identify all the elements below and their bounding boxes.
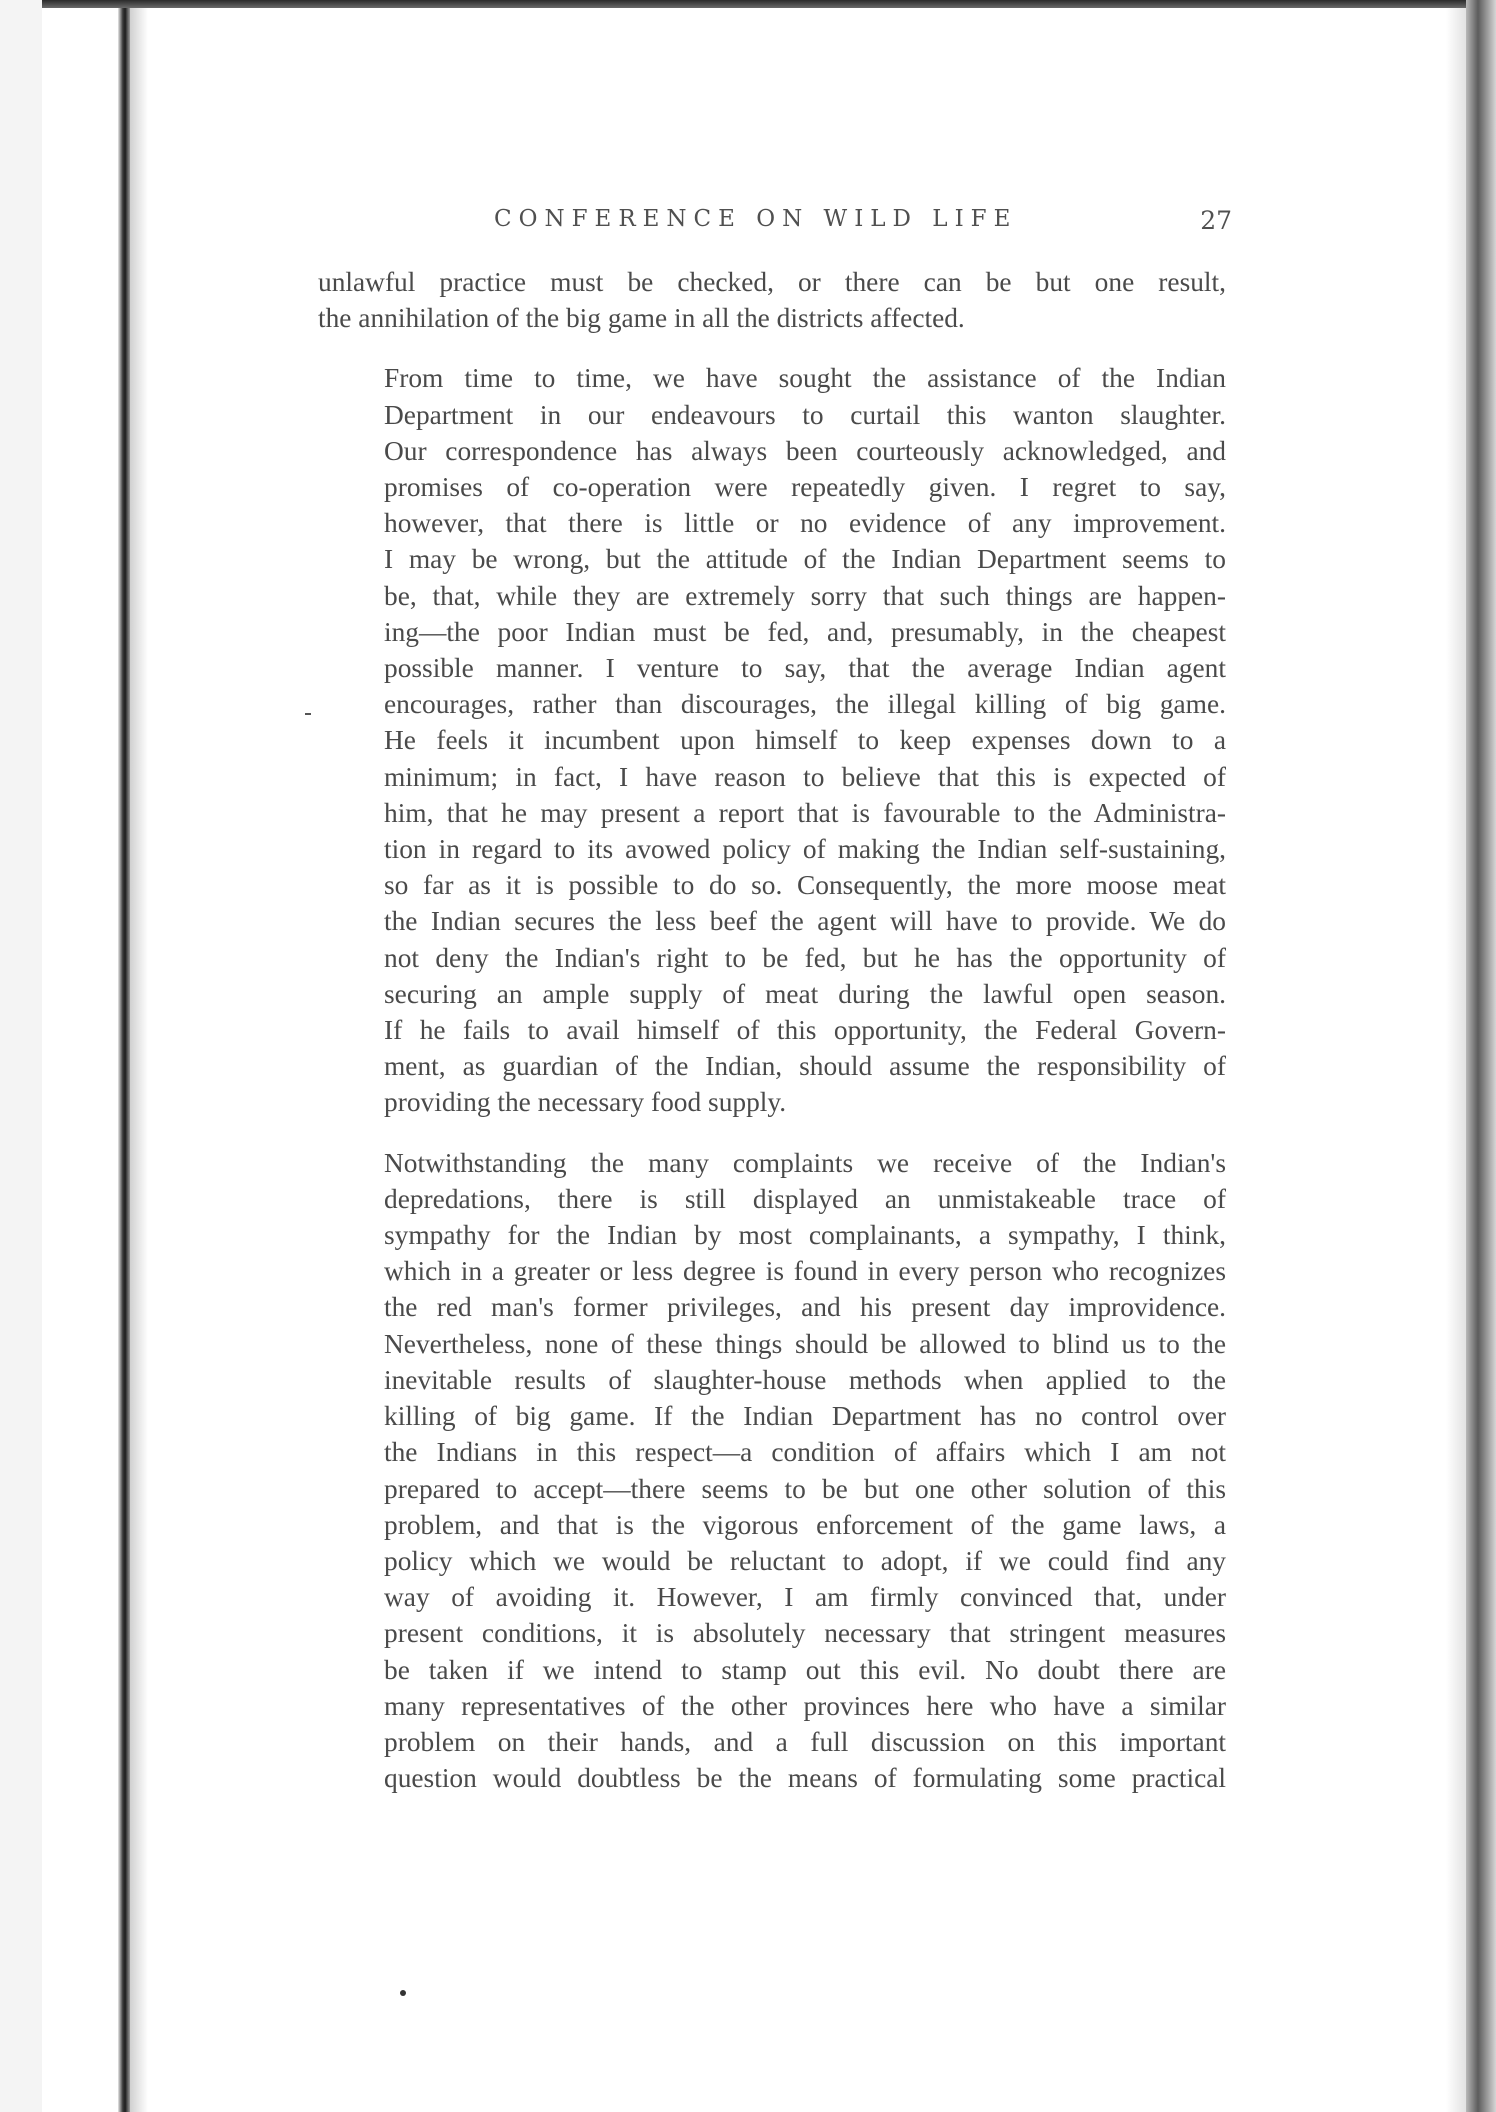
text-line: ing—the poor Indian must be fed, and, presumably, in the cheapest	[384, 616, 1226, 647]
text-line: unlawful practice must be checked, or there can be but one result,	[318, 267, 1226, 297]
text-line: the Indians in this respect—a condition of affairs which I am not	[384, 1437, 1226, 1468]
text-line: policy which we would be reluctant to adopt, if we could find any	[384, 1545, 1226, 1576]
text-line: possible manner. I venture to say, that the average Indian agent	[384, 653, 1226, 684]
page-edge-shadow	[1446, 8, 1466, 2112]
text-line: tion in regard to its avowed policy of making the Indian self-sustaining,	[384, 834, 1226, 865]
text-line: problem on their hands, and a full discussion on this important	[384, 1726, 1226, 1757]
page-number: 27	[1200, 206, 1232, 235]
text-line: He feels it incumbent upon himself to keep expenses down to a	[384, 725, 1226, 756]
text-line: question would doubtless be the means of formulating some practical	[384, 1763, 1226, 1794]
scan-speck	[400, 1990, 406, 1996]
running-title: CONFERENCE ON WILD LIFE	[494, 206, 1018, 232]
text-line: way of avoiding it. However, I am firmly convinced that, under	[384, 1582, 1226, 1613]
text-line: Our correspondence has always been courteously acknowledged, and	[384, 435, 1226, 466]
text-line: If he fails to avail himself of this opportunity, the Federal Govern-	[384, 1015, 1226, 1046]
text-line: problem, and that is the vigorous enforcement of the game laws, a	[384, 1509, 1226, 1540]
text-line: Nevertheless, none of these things should be allowed to blind us to the	[384, 1328, 1226, 1359]
scan-left-margin	[0, 0, 42, 2112]
text-line: Department in our endeavours to curtail this wanton slaughter.	[384, 399, 1226, 430]
text-line: be, that, while they are extremely sorry that such things are happen-	[384, 580, 1226, 611]
text-line: promises of co-operation were repeatedly given. I regret to say,	[384, 472, 1226, 503]
text-line: killing of big game. If the Indian Department has no control over	[384, 1401, 1226, 1432]
running-head	[318, 206, 1232, 246]
text-line: so far as it is possible to do so. Consequently, the more moose meat	[384, 870, 1226, 901]
text-line: many representatives of the other provinces here who have a similar	[384, 1690, 1226, 1721]
text-line: Notwithstanding the many complaints we receive of the Indian's	[384, 1147, 1226, 1178]
text-line: securing an ample supply of meat during the lawful open season.	[384, 978, 1226, 1009]
paragraph-3	[318, 1145, 1226, 1797]
text-line: however, that there is little or no evidence of any improvement.	[384, 508, 1226, 539]
text-line: sympathy for the Indian by most complainants, a sympathy, I think,	[384, 1220, 1226, 1251]
text-line: not deny the Indian's right to be fed, but he has the opportunity of	[384, 942, 1226, 973]
text-line: ment, as guardian of the Indian, should assume the responsibility of	[384, 1051, 1226, 1082]
text-line: which in a greater or less degree is found in every person who recognizes	[384, 1256, 1226, 1287]
text-line: the Indian secures the less beef the agent will have to provide. We do	[384, 906, 1226, 937]
text-line: present conditions, it is absolutely necessary that stringent measures	[384, 1618, 1226, 1649]
text-line: providing the necessary food supply.	[384, 1087, 787, 1118]
text-line: prepared to accept—there seems to be but one other solution of this	[384, 1473, 1226, 1504]
text-line: him, that he may present a report that is favourable to the Administra-	[384, 797, 1226, 828]
text-line: the red man's former privileges, and his present day improvidence.	[384, 1292, 1226, 1323]
scan-right-edge	[1466, 0, 1496, 2112]
text-line: be taken if we intend to stamp out this evil. No doubt there are	[384, 1654, 1226, 1685]
text-line: inevitable results of slaughter-house methods when applied to the	[384, 1364, 1226, 1395]
binding-shadow	[130, 8, 148, 2112]
text-line: the annihilation of the big game in all the districts affected.	[318, 303, 965, 334]
text-line: I may be wrong, but the attitude of the Indian Department seems to	[384, 544, 1226, 575]
text-line: depredations, there is still displayed an unmistakeable trace of	[384, 1183, 1226, 1214]
book-binding-edge	[118, 8, 130, 2112]
body-text	[318, 264, 1226, 1796]
scan-top-edge	[0, 0, 1496, 8]
text-line: encourages, rather than discourages, the illegal killing of big game.	[384, 689, 1226, 720]
text-line: minimum; in fact, I have reason to believe that this is expected of	[384, 761, 1226, 792]
paragraph-2	[318, 360, 1226, 1120]
text-line: From time to time, we have sought the assistance of the Indian	[384, 363, 1226, 394]
margin-mark	[305, 713, 311, 715]
paragraph-1	[318, 264, 1226, 336]
